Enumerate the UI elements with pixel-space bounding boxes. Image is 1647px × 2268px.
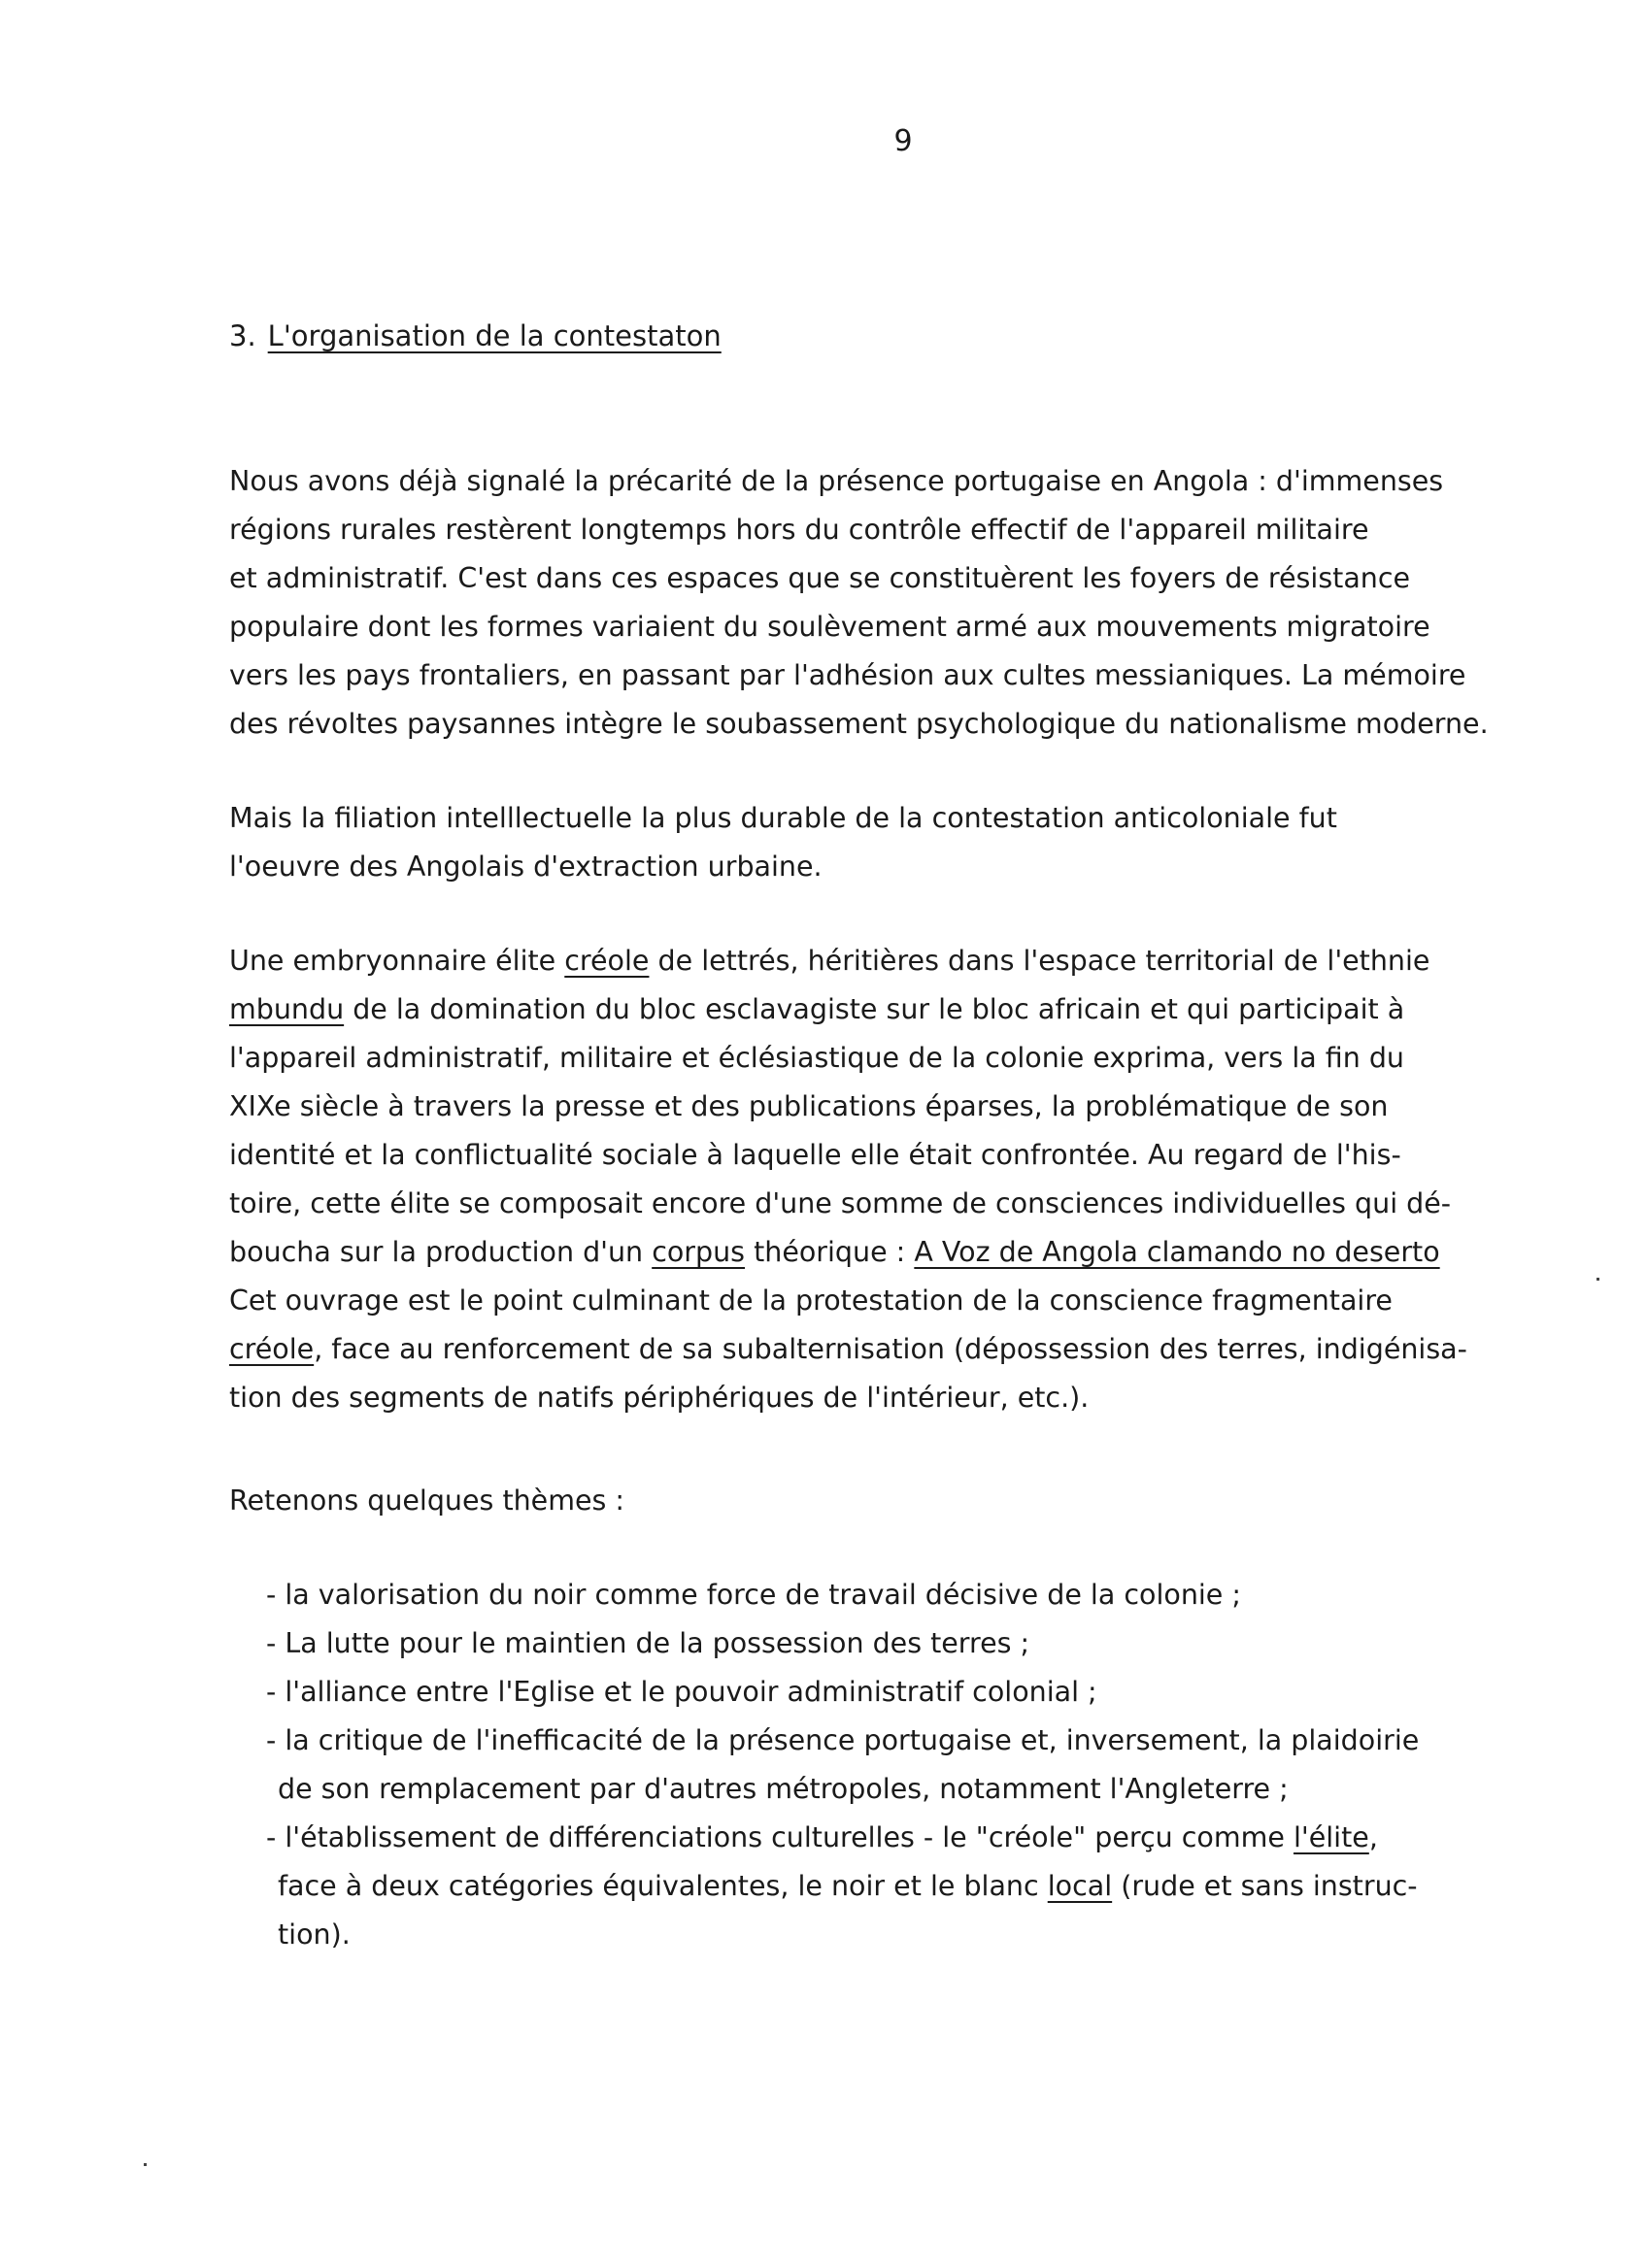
- text-line: vers les pays frontaliers, en passant par l'adhésion aux cultes messianiques. La mémoire: [229, 659, 1466, 691]
- text-line: et administratif. C'est dans ces espaces que se constituèrent les foyers de résistance: [229, 562, 1411, 594]
- text-line: l'appareil administratif, militaire et éclésiastique de la colonie exprima, vers la fin du: [229, 1042, 1404, 1074]
- underlined-book-title: A Voz de Angola clamando no deserto: [914, 1236, 1440, 1268]
- text-line: Une embryonnaire élite créole de lettrés, héritières dans l'espace territorial de l'ethnie: [229, 945, 1430, 977]
- list-item: - La lutte pour le maintien de la possession des terres ;: [266, 1627, 1030, 1659]
- underlined-term: l'élite: [1293, 1821, 1369, 1853]
- text-line: toire, cette élite se composait encore d'une somme de consciences individuelles qui dé-: [229, 1187, 1452, 1219]
- list-item: - l'alliance entre l'Eglise et le pouvoir administratif colonial ;: [266, 1676, 1097, 1708]
- section-number: 3.: [229, 319, 256, 352]
- scan-speck: [1597, 1278, 1599, 1281]
- underlined-term: corpus: [652, 1236, 746, 1268]
- list-item: - la critique de l'inefficacité de la présence portugaise et, inversement, la plaidoirie: [266, 1724, 1420, 1756]
- themes-list: [266, 1571, 1626, 1959]
- text-line: régions rurales restèrent longtemps hors du contrôle effectif de l'appareil militaire: [229, 514, 1369, 546]
- list-item-continuation: face à deux catégories équivalentes, le noir et le blanc local (rude et sans instruc-: [278, 1870, 1418, 1902]
- text-line: populaire dont les formes variaient du soulèvement armé aux mouvements migratoire: [229, 611, 1430, 643]
- text-line: XIXe siècle à travers la presse et des publications éparses, la problématique de son: [229, 1090, 1389, 1122]
- list-item-continuation: de son remplacement par d'autres métropoles, notamment l'Angleterre ;: [278, 1773, 1289, 1805]
- text-line: Retenons quelques thèmes :: [229, 1484, 625, 1517]
- underlined-term: local: [1047, 1870, 1113, 1902]
- text-line: Nous avons déjà signalé la précarité de la présence portugaise en Angola : d'immenses: [229, 465, 1444, 497]
- underlined-term: créole: [229, 1333, 315, 1365]
- page-number: 9: [893, 124, 913, 158]
- text-line: l'oeuvre des Angolais d'extraction urbaine.: [229, 850, 823, 883]
- text-line: Cet ouvrage est le point culminant de la protestation de la conscience fragmentaire: [229, 1284, 1393, 1317]
- text-line: des révoltes paysannes intègre le soubassement psychologique du nationalisme moderne.: [229, 708, 1489, 740]
- text-line: créole, face au renforcement de sa subalternisation (dépossession des terres, indigénisa-: [229, 1333, 1467, 1365]
- paragraph-precarity: [229, 457, 1589, 749]
- paragraph-creole-elite: [229, 937, 1589, 1422]
- text-line: mbundu de la domination du bloc esclavagiste sur le bloc africain et qui participait à: [229, 993, 1405, 1025]
- section-heading: [229, 317, 722, 355]
- paragraph-filiation: [229, 794, 1589, 891]
- text-line: tion des segments de natifs périphériques de l'intérieur, etc.).: [229, 1382, 1090, 1414]
- list-item-continuation: tion).: [278, 1918, 351, 1951]
- underlined-term: mbundu: [229, 993, 345, 1025]
- text-line: Mais la filiation intelllectuelle la plus durable de la contestation anticoloniale fut: [229, 802, 1337, 834]
- section-title: L'organisation de la contestaton: [267, 319, 722, 352]
- text-line: boucha sur la production d'un corpus théorique : A Voz de Angola clamando no deserto: [229, 1236, 1440, 1268]
- paragraph-themes-intro: [229, 1477, 1589, 1525]
- underlined-term: créole: [564, 945, 650, 977]
- list-item: - l'établissement de différenciations culturelles - le "créole" perçu comme l'élite,: [266, 1821, 1378, 1853]
- list-item: - la valorisation du noir comme force de travail décisive de la colonie ;: [266, 1579, 1241, 1611]
- scan-speck: [144, 2163, 147, 2166]
- text-line: identité et la conflictualité sociale à laquelle elle était confrontée. Au regard de l'his-: [229, 1139, 1401, 1171]
